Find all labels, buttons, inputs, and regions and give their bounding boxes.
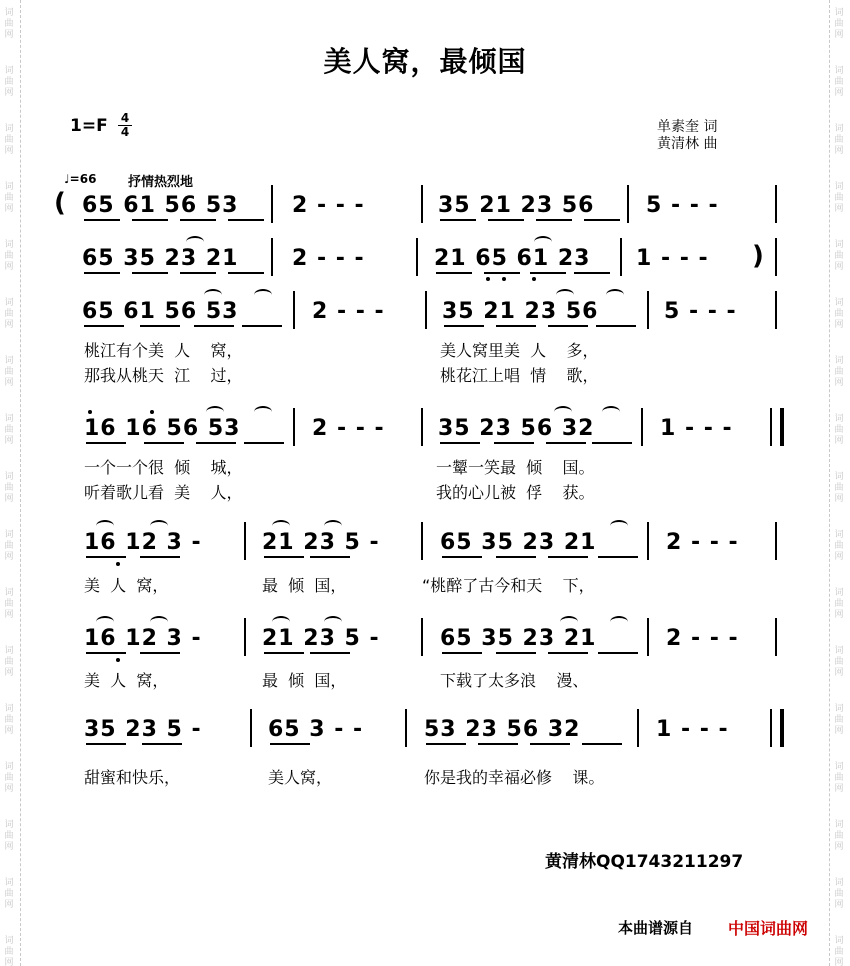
lyric: 你是我的幸福必修 课。 (424, 768, 605, 787)
bar-line (421, 618, 423, 656)
bar-line (293, 408, 295, 446)
bar-line (641, 408, 643, 446)
bar-line (293, 291, 295, 329)
measure: 65 61 56 53 (82, 299, 239, 324)
underline (496, 652, 536, 654)
lyric: 最 倾 国， (262, 671, 347, 690)
underline (86, 556, 126, 558)
underline (86, 652, 126, 654)
underline (488, 219, 524, 221)
slur (606, 289, 624, 301)
underline (598, 652, 638, 654)
lyric: 美人窝， (268, 768, 333, 787)
slur (204, 289, 222, 301)
bar-line (421, 185, 423, 223)
watermark-text: 词 曲 网 (834, 704, 844, 736)
high-octave-dot (88, 410, 92, 414)
underline (196, 442, 236, 444)
measure: 5 - - - (646, 193, 719, 218)
underline (442, 556, 482, 558)
lyric-verse-1: 一个一个很 倾 城， (84, 458, 243, 477)
measure: 21 23 5 - (262, 530, 380, 555)
bar-line (627, 185, 629, 223)
watermark-text: 词 曲 网 (4, 66, 14, 98)
measure: 2 - - - (292, 193, 365, 218)
underline (530, 272, 566, 274)
lyric: 甜蜜和快乐， (84, 768, 181, 787)
low-octave-dot (532, 277, 536, 281)
watermark-text: 词 曲 网 (4, 414, 14, 446)
bar-line (244, 618, 246, 656)
high-octave-dot (150, 410, 154, 414)
lyric-verse-1: 美人窝里美 人 多， (440, 341, 599, 360)
bar-line (271, 185, 273, 223)
slur (534, 236, 552, 248)
underline (496, 325, 536, 327)
lyric-verse-2: 桃花江上唱 情 歌， (440, 366, 599, 385)
underline (310, 652, 350, 654)
slur (610, 520, 628, 532)
watermark-text: 词 曲 网 (4, 646, 14, 678)
underline (180, 272, 216, 274)
measure: 16 12 3 - (84, 626, 202, 651)
measure: 5 - - - (664, 299, 737, 324)
slur (254, 289, 272, 301)
slur (272, 616, 290, 628)
watermark-text: 词 曲 网 (834, 530, 844, 562)
measure: 35 23 5 - (84, 717, 202, 742)
underline (228, 219, 264, 221)
underline (440, 219, 476, 221)
underline (478, 743, 518, 745)
measure: 2 - - - (292, 246, 365, 271)
watermark-text: 词 曲 网 (4, 182, 14, 214)
underline (180, 219, 216, 221)
slur (186, 236, 204, 248)
slur (150, 520, 168, 532)
bar-line (775, 291, 777, 329)
underline (548, 325, 588, 327)
repeat-open-paren: ( (54, 188, 66, 218)
lyric: 美 人 窝， (84, 576, 169, 595)
underline (270, 743, 310, 745)
underline (546, 442, 586, 444)
lyric-verse-1: 桃江有个美 人 窝， (84, 341, 243, 360)
underline (228, 272, 264, 274)
low-octave-dot (502, 277, 506, 281)
watermark-text: 词 曲 网 (834, 936, 844, 966)
bar-line (647, 291, 649, 329)
bar-line (775, 522, 777, 560)
underline (442, 652, 482, 654)
watermark-text: 词 曲 网 (4, 588, 14, 620)
slur (254, 406, 272, 418)
slur (556, 289, 574, 301)
underline (494, 442, 534, 444)
lyric-verse-2: 我的心儿被 俘 获。 (436, 483, 595, 502)
watermark-text: 词 曲 网 (834, 298, 844, 330)
underline (142, 743, 182, 745)
watermark-text: 词 曲 网 (834, 820, 844, 852)
composer-credit: 黄清林 曲 (657, 136, 718, 152)
underline (574, 272, 610, 274)
slur (272, 520, 290, 532)
underline (426, 743, 466, 745)
measure: 21 65 61 23 (434, 246, 591, 271)
underline (84, 325, 124, 327)
underline (440, 442, 480, 444)
watermark-text: 词 曲 网 (834, 878, 844, 910)
underline (86, 442, 126, 444)
lyric: 下载了太多浪 漫、 (440, 671, 589, 690)
low-octave-dot (116, 658, 120, 662)
watermark-text: 词 曲 网 (834, 646, 844, 678)
underline (536, 219, 572, 221)
repeat-close-paren: ) (752, 241, 764, 271)
bar-line (421, 522, 423, 560)
underline (86, 743, 126, 745)
underline (584, 219, 620, 221)
slur (324, 616, 342, 628)
measure: 65 35 23 21 (440, 626, 597, 651)
left-watermark-strip (0, 0, 21, 966)
watermark-text: 词 曲 网 (834, 240, 844, 272)
underline (548, 652, 588, 654)
slur (602, 406, 620, 418)
low-octave-dot (486, 277, 490, 281)
bar-line (620, 238, 622, 276)
underline (132, 272, 168, 274)
lyric: 美 人 窝， (84, 671, 169, 690)
bar-line (775, 238, 777, 276)
bar-line (244, 522, 246, 560)
lyric: “桃醉了古今和天 下， (422, 576, 595, 595)
measure: 16 12 3 - (84, 530, 202, 555)
measure: 2 - - - (312, 299, 385, 324)
watermark-text: 词 曲 网 (4, 124, 14, 156)
watermark-text: 词 曲 网 (4, 240, 14, 272)
watermark-text: 词 曲 网 (4, 356, 14, 388)
bar-line (647, 618, 649, 656)
expression-marking: 抒情热烈地 (128, 175, 194, 190)
underline (140, 556, 180, 558)
bar-line (421, 408, 423, 446)
measure: 65 35 23 21 (440, 530, 597, 555)
watermark-text: 词 曲 网 (4, 762, 14, 794)
underline (436, 272, 472, 274)
bar-line (647, 522, 649, 560)
watermark-text: 词 曲 网 (4, 530, 14, 562)
author-contact: 黄清林QQ1743211297 (545, 852, 744, 872)
watermark-text: 词 曲 网 (834, 414, 844, 446)
measure: 53 23 56 32 (424, 717, 581, 742)
underline (582, 743, 622, 745)
watermark-text: 词 曲 网 (834, 588, 844, 620)
measure: 35 21 23 56 (442, 299, 599, 324)
measure: 1 - - - (656, 717, 729, 742)
underline (264, 652, 304, 654)
watermark-text: 词 曲 网 (834, 762, 844, 794)
watermark-text: 词 曲 网 (4, 298, 14, 330)
bar-line (250, 709, 252, 747)
watermark-text: 词 曲 网 (834, 182, 844, 214)
lyric-verse-2: 那我从桃天 江 过， (84, 366, 243, 385)
measure: 1 - - - (636, 246, 709, 271)
bar-line (425, 291, 427, 329)
lyric: 最 倾 国， (262, 576, 347, 595)
key-signature: 1=F (70, 116, 108, 136)
repeat-end-barline (770, 408, 784, 446)
measure: 1 - - - (660, 416, 733, 441)
measure: 35 21 23 56 (438, 193, 595, 218)
underline (598, 556, 638, 558)
lyricist-credit: 单素奎 词 (657, 119, 718, 135)
underline (244, 442, 284, 444)
site-name[interactable]: 中国词曲网 (728, 919, 809, 938)
slur (554, 406, 572, 418)
underline (140, 325, 180, 327)
underline (444, 325, 484, 327)
song-title: 美人窝，最倾国 (323, 45, 527, 78)
lyric-verse-1: 一颦一笑最 倾 国。 (436, 458, 595, 477)
watermark-text: 词 曲 网 (4, 472, 14, 504)
measure: 2 - - - (666, 626, 739, 651)
slur (324, 520, 342, 532)
measure: 2 - - - (312, 416, 385, 441)
right-watermark-strip (829, 0, 850, 966)
slur (610, 616, 628, 628)
bar-line (775, 618, 777, 656)
measure: 35 23 56 32 (438, 416, 595, 441)
slur (96, 616, 114, 628)
underline (484, 272, 520, 274)
tempo-marking: ♩=66 (64, 172, 97, 186)
final-barline (770, 709, 784, 747)
underline (194, 325, 234, 327)
slur (206, 406, 224, 418)
measure: 65 61 56 53 (82, 193, 239, 218)
measure: 21 23 5 - (262, 626, 380, 651)
measure: 65 3 - - (268, 717, 364, 742)
watermark-text: 词 曲 网 (834, 66, 844, 98)
source-label: 本曲谱源自 (618, 919, 694, 937)
underline (84, 219, 120, 221)
slur (96, 520, 114, 532)
measure: 65 35 23 21 (82, 246, 239, 271)
underline (310, 556, 350, 558)
underline (84, 272, 120, 274)
underline (548, 556, 588, 558)
underline (496, 556, 536, 558)
watermark-text: 词 曲 网 (4, 820, 14, 852)
underline (140, 652, 180, 654)
bar-line (637, 709, 639, 747)
lyric-verse-2: 听着歌儿看 美 人， (84, 483, 243, 502)
underline (592, 442, 632, 444)
measure: 16 16 56 53 (84, 416, 241, 441)
underline (144, 442, 184, 444)
bar-line (775, 185, 777, 223)
watermark-text: 词 曲 网 (834, 356, 844, 388)
bar-line (271, 238, 273, 276)
underline (596, 325, 636, 327)
underline (530, 743, 570, 745)
watermark-text: 词 曲 网 (4, 878, 14, 910)
low-octave-dot (116, 562, 120, 566)
slur (560, 616, 578, 628)
bar-line (416, 238, 418, 276)
slur (150, 616, 168, 628)
time-signature: 4 4 (118, 112, 132, 139)
watermark-text: 词 曲 网 (4, 704, 14, 736)
credits (657, 119, 717, 153)
watermark-text: 词 曲 网 (834, 124, 844, 156)
bar-line (405, 709, 407, 747)
underline (264, 556, 304, 558)
watermark-text: 词 曲 网 (4, 936, 14, 966)
watermark-text: 词 曲 网 (4, 8, 14, 40)
measure: 2 - - - (666, 530, 739, 555)
watermark-text: 词 曲 网 (834, 8, 844, 40)
underline (242, 325, 282, 327)
underline (132, 219, 168, 221)
watermark-text: 词 曲 网 (834, 472, 844, 504)
